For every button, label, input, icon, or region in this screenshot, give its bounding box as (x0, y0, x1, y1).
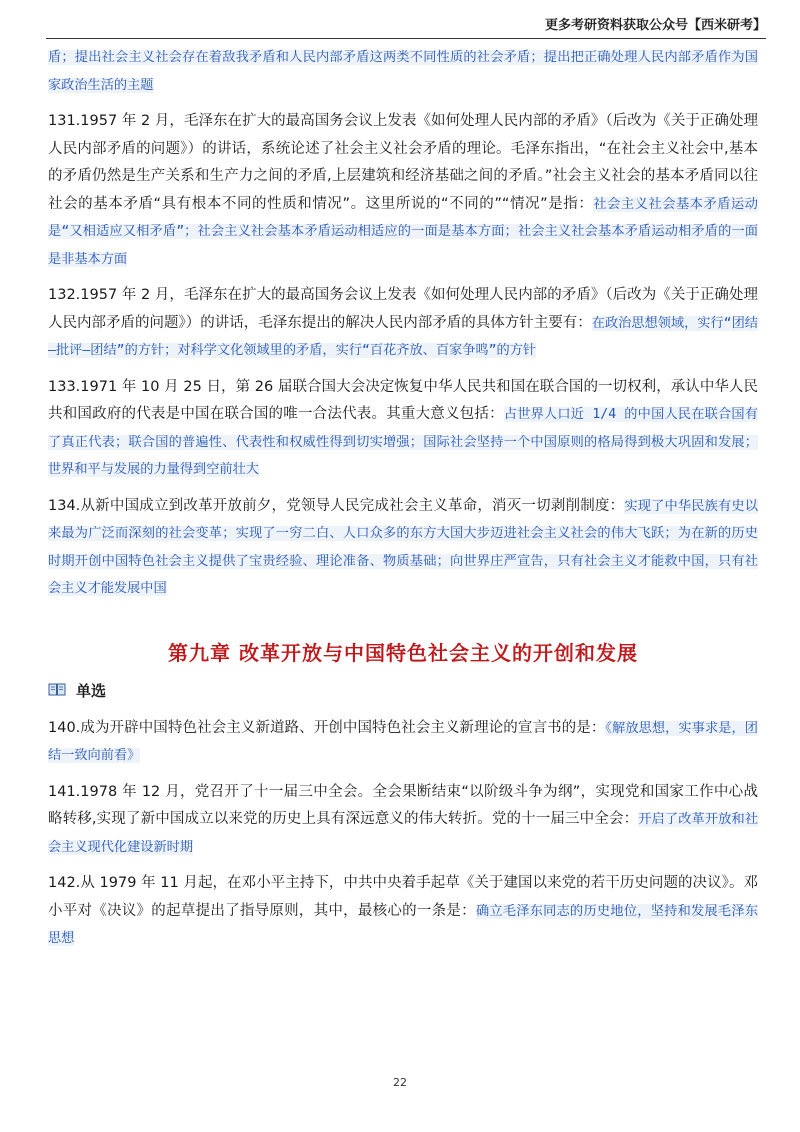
question-item (48, 870, 758, 953)
answer-text: 确立毛泽东同志的历史地位，坚持和发展毛泽东思想 (48, 903, 759, 946)
question-list-1 (48, 44, 758, 603)
section-heading (48, 680, 758, 701)
section-label: 单选 (76, 681, 107, 700)
question-item (48, 715, 758, 770)
chapter-title: 第九章 改革开放与中国特色社会主义的开创和发展 (168, 640, 638, 665)
question-list-2 (48, 715, 758, 953)
page-number: 22 (393, 1076, 407, 1089)
question-item (48, 493, 758, 603)
answer-text: 开启了改革开放和社会主义现代化建设新时期 (48, 812, 758, 855)
answer-text: 实现了中华民族有史以来最为广泛而深刻的社会变革；实现了一穷二白、人口众多的东方大国大步迈进社会主义社会的伟大飞跃；为在新的历史时期开创中国特色社会主义提供了宝贵经验、理论准备、物质基础；向世界庄严宣告，只有社会主义才能救中国，只有社会主义才能发展中国 (48, 498, 758, 596)
header-text: 更多考研资料获取公众号【西米研考】 (544, 18, 766, 33)
answer-text: 占世界人口近 1/4 的中国人民在联合国有了真正代表；联合国的普遍性、代表性和权威性得到切实增强；国际社会坚持一个中国原则的格局得到极大巩固和发展；世界和平与发展的力量得到空前壮大 (48, 407, 758, 477)
question-text: 131.1957 年 2 月，毛泽东在扩大的最高国务会议上发表《如何处理人民内部的矛盾》（后改为《关于正确处理人民内部矛盾的问题》）的讲话，系统论述了社会主义社会矛盾的理论。毛泽东指出，“在社会主义社会中,基本的矛盾仍然是生产关系和生产力之间的矛盾,上层建筑和经济基础之间的矛盾。”社会主义社会的基本矛盾同以往社会的基本矛盾“具有根本不同的性质和情况”。这里所说的“不同的”“情况”是指： (48, 113, 758, 212)
question-item (48, 44, 758, 99)
question-text: 134.从新中国成立到改革开放前夕，党领导人民完成社会主义革命，消灭一切剥削制度： (48, 497, 625, 514)
question-item (48, 374, 758, 484)
question-text: 140.成为开辟中国特色社会主义新道路、开创中国特色社会主义新理论的宣言书的是： (48, 719, 606, 736)
question-item (48, 779, 758, 862)
question-item (48, 108, 758, 273)
answer-text: 盾；提出社会主义社会存在着敌我矛盾和人民内部矛盾这两类不同性质的社会矛盾；提出把正确处理人民内部矛盾作为国家政治生活的主题 (48, 50, 758, 93)
question-text: 132.1957 年 2 月，毛泽东在扩大的最高国务会议上发表《如何处理人民内部的矛盾》（后改为《关于正确处理人民内部矛盾的问题》）的讲话，毛泽东提出的解决人民内部矛盾的具体方针主要有： (48, 287, 758, 331)
question-text: 133.1971 年 10 月 25 日，第 26 届联合国大会决定恢复中华人民共和国在联合国的一切权利，承认中华人民共和国政府的代表是中国在联合国的唯一合法代表。其重大意义包括： (48, 378, 758, 422)
answer-text: 在政治思想领域，实行“团结—批评—团结”的方针；对科学文化领域里的矛盾，实行“百花齐放、百家争鸣”的方针 (48, 315, 758, 358)
question-text: 142.从 1979 年 11 月起，在邓小平主持下，中共中央着手起草《关于建国以来党的若干历史问题的决议》。邓小平对《决议》的起草提出了指导原则，其中，最核心的一条是： (48, 875, 758, 919)
answer-text: 社会主义社会基本矛盾运动是“又相适应又相矛盾”；社会主义社会基本矛盾运动相适应的一面是基本方面；社会主义社会基本矛盾运动相矛盾的一面是非基本方面 (48, 196, 758, 267)
answer-text: 《解放思想，实事求是，团结一致向前看》 (48, 720, 758, 763)
header-divider (46, 38, 766, 39)
question-text: 141.1978 年 12 月，党召开了十一届三中全会。全会果断结束“以阶级斗争为纲”，实现党和国家工作中心战略转移,实现了新中国成立以来党的历史上具有深远意义的伟大转折。党的十一届三中全会： (48, 783, 758, 827)
page-content (48, 44, 758, 962)
book-icon (48, 683, 66, 697)
page-header (0, 0, 800, 40)
question-item (48, 282, 758, 365)
